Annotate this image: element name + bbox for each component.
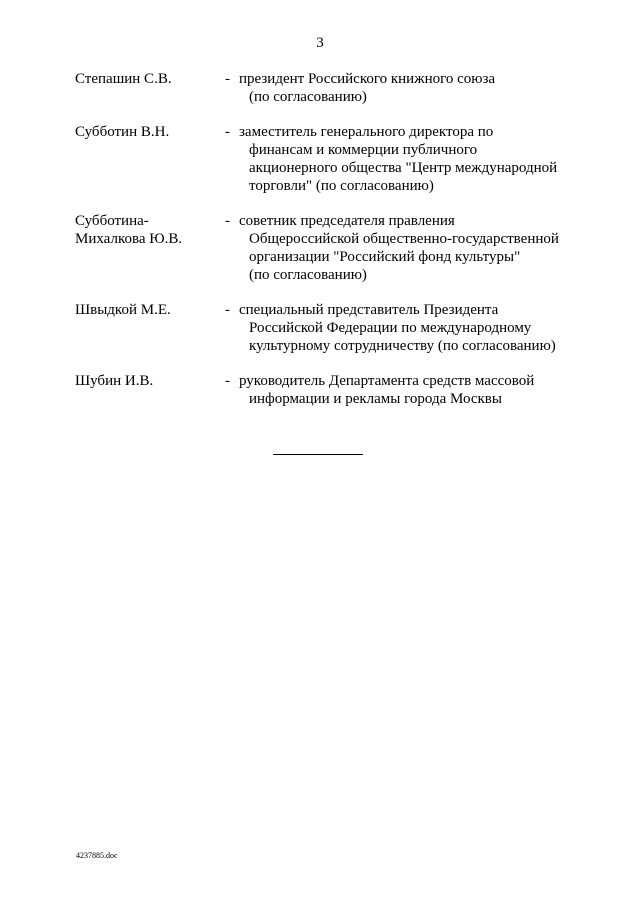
member-name — [75, 372, 225, 390]
member-name-line: Швыдкой М.Е. — [75, 302, 171, 318]
role-line: торговли" (по согласованию) — [249, 178, 434, 194]
dash-separator: - — [225, 302, 230, 318]
role-line: финансам и коммерции публичного — [249, 142, 478, 158]
list-item — [75, 70, 565, 106]
member-role — [239, 123, 565, 195]
list-item — [75, 123, 565, 195]
dash-separator: - — [225, 373, 230, 389]
member-role — [239, 212, 565, 284]
member-name-line: Субботин В.Н. — [75, 124, 170, 140]
role-line: информации и рекламы города Москвы — [249, 391, 502, 407]
role-line: (по согласованию) — [249, 89, 367, 105]
member-role — [239, 70, 565, 106]
role-line: руководитель Департамента средств массовой — [239, 373, 535, 389]
dash-separator: - — [225, 71, 230, 87]
list-item — [75, 301, 565, 355]
list-item — [75, 372, 565, 408]
dash-separator: - — [225, 213, 230, 229]
role-line: заместитель генерального директора по — [239, 124, 494, 140]
member-name-line: Михалкова Ю.В. — [75, 231, 183, 247]
member-name — [75, 70, 225, 88]
role-line: организации "Российский фонд культуры" — [249, 249, 521, 265]
dash-separator: - — [225, 124, 230, 140]
list-item — [75, 212, 565, 284]
end-divider — [273, 454, 363, 455]
member-list — [75, 70, 565, 408]
role-line: президент Российского книжного союза — [239, 71, 496, 87]
member-name — [75, 301, 225, 319]
member-role — [239, 372, 565, 408]
role-line: Российской Федерации по международному — [249, 320, 532, 336]
member-role — [239, 301, 565, 355]
member-name-line: Субботина- — [75, 213, 149, 229]
member-name-line: Шубин И.В. — [75, 373, 154, 389]
role-line: специальный представитель Президента — [239, 302, 499, 318]
role-line: советник председателя правления — [239, 213, 455, 229]
page-number: 3 — [316, 35, 324, 51]
role-line: акционерного общества "Центр международной — [249, 160, 558, 176]
member-name-line: Степашин С.В. — [75, 71, 172, 87]
role-line: культурному сотрудничеству (по согласованию) — [249, 338, 556, 354]
member-name — [75, 212, 225, 248]
file-reference: 4237885.doc — [76, 851, 118, 860]
role-line: (по согласованию) — [249, 267, 367, 283]
role-line: Общероссийской общественно-государственной — [249, 231, 559, 247]
member-name — [75, 123, 225, 141]
